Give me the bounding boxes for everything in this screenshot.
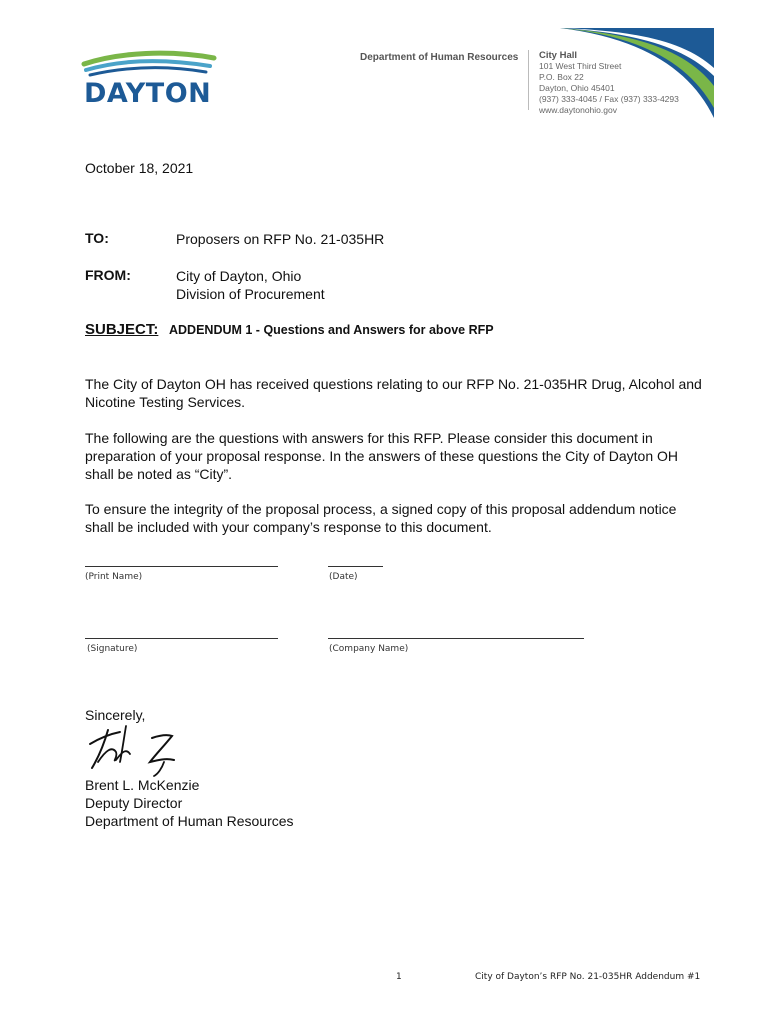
logo-text: DAYTON xyxy=(84,78,212,109)
page-number: 1 xyxy=(396,972,402,982)
signer-title: Deputy Director xyxy=(85,795,183,811)
address-phone: (937) 333-4045 / Fax (937) 333-4293 xyxy=(539,94,679,104)
date-caption: (Date) xyxy=(329,572,358,582)
company-name-line[interactable] xyxy=(328,638,584,639)
footer-doc-ref: City of Dayton’s RFP No. 21-035HR Addendum #1 xyxy=(475,972,701,982)
from-label: FROM: xyxy=(85,267,131,283)
address-po-box: P.O. Box 22 xyxy=(539,72,584,82)
from-line2: Division of Procurement xyxy=(176,286,325,302)
address-city: Dayton, Ohio 45401 xyxy=(539,83,615,93)
body-p2-line2: preparation of your proposal response. In the answers of these questions the City of Dayton OH xyxy=(85,448,678,464)
body-p1-line2: Nicotine Testing Services. xyxy=(85,394,246,410)
salutation: Sincerely, xyxy=(85,707,146,723)
subject-label: SUBJECT: xyxy=(85,321,159,338)
signer-department: Department of Human Resources xyxy=(85,813,294,829)
print-name-caption: (Print Name) xyxy=(85,572,143,582)
address-heading: City Hall xyxy=(539,50,578,61)
to-label: TO: xyxy=(85,230,109,246)
body-p1-line1: The City of Dayton OH has received questions relating to our RFP No. 21-035HR Drug, Alcohol and xyxy=(85,376,702,392)
print-name-line[interactable] xyxy=(85,566,278,567)
department-heading: Department of Human Resources xyxy=(360,52,519,63)
signature-line[interactable] xyxy=(85,638,278,639)
body-p2-line3: shall be noted as “City”. xyxy=(85,466,233,482)
logo-swoosh-icon xyxy=(80,50,220,80)
body-p3-line2: shall be included with your company’s response to this document. xyxy=(85,519,492,535)
date-line[interactable] xyxy=(328,566,383,567)
subject-text: ADDENDUM 1 - Questions and Answers for above RFP xyxy=(169,323,494,337)
address-block xyxy=(539,50,679,116)
from-line1: City of Dayton, Ohio xyxy=(176,268,302,284)
company-name-caption: (Company Name) xyxy=(329,644,409,654)
to-value: Proposers on RFP No. 21-035HR xyxy=(176,231,385,247)
letter-date: October 18, 2021 xyxy=(85,160,194,176)
body-p3-line1: To ensure the integrity of the proposal process, a signed copy of this proposal addendum notice xyxy=(85,501,677,517)
address-web: www.daytonohio.gov xyxy=(539,105,617,115)
signer-name: Brent L. McKenzie xyxy=(85,777,200,793)
address-street: 101 West Third Street xyxy=(539,61,622,71)
letterhead-divider xyxy=(528,50,529,110)
handwritten-signature xyxy=(86,722,186,783)
signature-caption: (Signature) xyxy=(87,644,138,654)
body-p2-line1: The following are the questions with answers for this RFP. Please consider this document in xyxy=(85,430,653,446)
